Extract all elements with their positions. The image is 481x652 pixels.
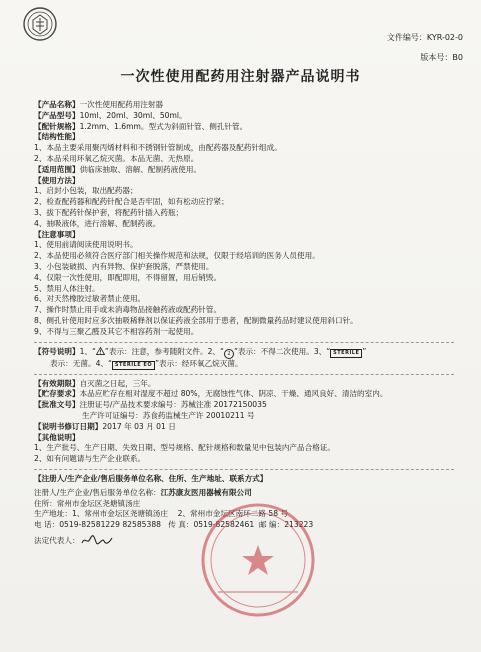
caution-icon <box>96 347 105 355</box>
section-divider <box>34 374 454 375</box>
usage-item: 2、检查配药器和配药针配合是否牢固，如有松动应拧紧； <box>34 197 229 207</box>
structure-item: 2、本品采用环氧乙烷灭菌。本品无菌、无热原。 <box>34 153 199 163</box>
usage-item: 1、启封小包装，取出配药器； <box>34 186 138 196</box>
notes-heading: 【注意事项】 <box>34 229 80 239</box>
notes-item: 1、使用前请阅读使用说明书。 <box>34 240 138 250</box>
others-item: 1、生产批号、生产日期、失效日期、型号规格、配针规格和数量见中包装内产品合格证。 <box>34 443 335 453</box>
version-number: 版本号：B0 <box>420 53 463 62</box>
sterile-eo-icon: STERILE EO <box>112 361 155 370</box>
section-divider <box>34 342 454 343</box>
usage-item: 3、拔下配药针保护套，将配药针插入药瓶； <box>34 207 184 217</box>
document-body <box>34 100 464 547</box>
company-heading: 【注册人/生产企业/售后服务单位名称、住所、生产地址、联系方式】 <box>34 473 268 483</box>
structure-item: 1、本品主要采用聚丙烯材料和不锈钢针管制成，由配药器及配药针组成。 <box>34 143 282 153</box>
notes-item: 4、仅限一次性使用，即配即用，不得留置，用后销毁。 <box>34 272 222 282</box>
section-divider <box>34 469 454 470</box>
product-model-row: 【产品型号】10ml、20ml、30ml、50ml。 <box>34 110 187 120</box>
page-title: 一次性使用配药用注射器产品说明书 <box>120 69 361 85</box>
validity-row: 【有效期限】自灭菌之日起，三年。 <box>34 378 156 388</box>
storage-row: 【贮存要求】本品应贮存在相对湿度不超过 80%，无腐蚀性气体、阴凉、干燥、通风良好、清洁的室内。 <box>34 389 388 399</box>
production-address-row: 生产地址：1、常州市金坛区尧塘镇汤庄 2、常州市金坛区南环二路 58 号 <box>34 509 289 519</box>
needle-spec-row: 【配针规格】1.2mm、1.6mm。型式为斜面针管、侧孔针管。 <box>34 121 248 131</box>
others-heading: 【其他说明】 <box>34 432 80 442</box>
scope-row: 【适用范围】供临床抽取、溶解、配制药液使用。 <box>34 164 202 174</box>
legal-rep-row: 法定代表人： <box>34 534 464 547</box>
symbols-row-2: 表示：无菌。4、“ STERILE EO ”表示：经环氧乙烷灭菌。 <box>50 358 243 368</box>
sterile-icon: STERILE <box>330 349 362 358</box>
signature-image <box>80 534 114 546</box>
company-name-row: 注册人/生产企业/售后服务单位名称：江苏康友医用器械有限公司 <box>34 487 252 497</box>
structure-heading: 【结构性能】 <box>34 132 80 142</box>
contact-row: 电 话：0519-82581229 82585388 传 真：0519-82582461 邮 编：213223 <box>34 520 314 530</box>
usage-heading: 【使用方法】 <box>34 175 80 185</box>
notes-item: 7、操作时禁止用手或未消毒物品接触药液或配药针管。 <box>34 305 222 315</box>
company-address-row: 住所：常州市金坛区尧塘镇汤庄 <box>34 498 141 508</box>
document-number: 文件编号：KYR-02-0 <box>386 33 463 42</box>
notes-item: 5、禁用人体注射。 <box>34 283 100 293</box>
product-name-row: 【产品名称】一次性使用配药用注射器 <box>34 100 164 109</box>
notes-item: 6、对天然橡胶过敏者禁止使用。 <box>34 294 146 304</box>
notes-item: 9、不得与三聚乙醛及其它不相容药剂一起使用。 <box>34 326 199 336</box>
revision-row: 【说明书修订日期】2017 年 03 月 01 日 <box>34 421 176 431</box>
do-not-reuse-icon: 2 <box>224 349 234 359</box>
others-item: 2、如有问题请与生产企业联系。 <box>34 454 146 464</box>
company-seal-stamp <box>198 500 318 620</box>
company-logo-icon <box>22 6 58 42</box>
notes-item: 2、本品使用必须符合医疗部门相关操作规范和法规，仅限于经培训的医务人员使用。 <box>34 251 320 261</box>
symbols-row: 【符号说明】1、“ ”表示：注意，参考随附文件。2、“ 2 ”表示：不得二次使用。3、“ STERILE ” <box>34 346 367 357</box>
usage-item: 4、抽吸液体，进行溶解、配制药液。 <box>34 218 161 228</box>
notes-item: 8、侧孔针使用时应多次抽吸稀释剂以保证药液全部用于患者，配制微量药品时建议使用斜口针。 <box>34 315 358 325</box>
approval-row: 【批准文号】注册证号/产品技术要求编号：苏械注准 20172150035 <box>34 400 267 410</box>
approval-row-2: 生产许可证编号：苏食药监械生产许 20010211 号 <box>82 410 255 420</box>
notes-item: 3、小包装破损、内有异物、保护套脱落，严禁使用。 <box>34 261 214 271</box>
